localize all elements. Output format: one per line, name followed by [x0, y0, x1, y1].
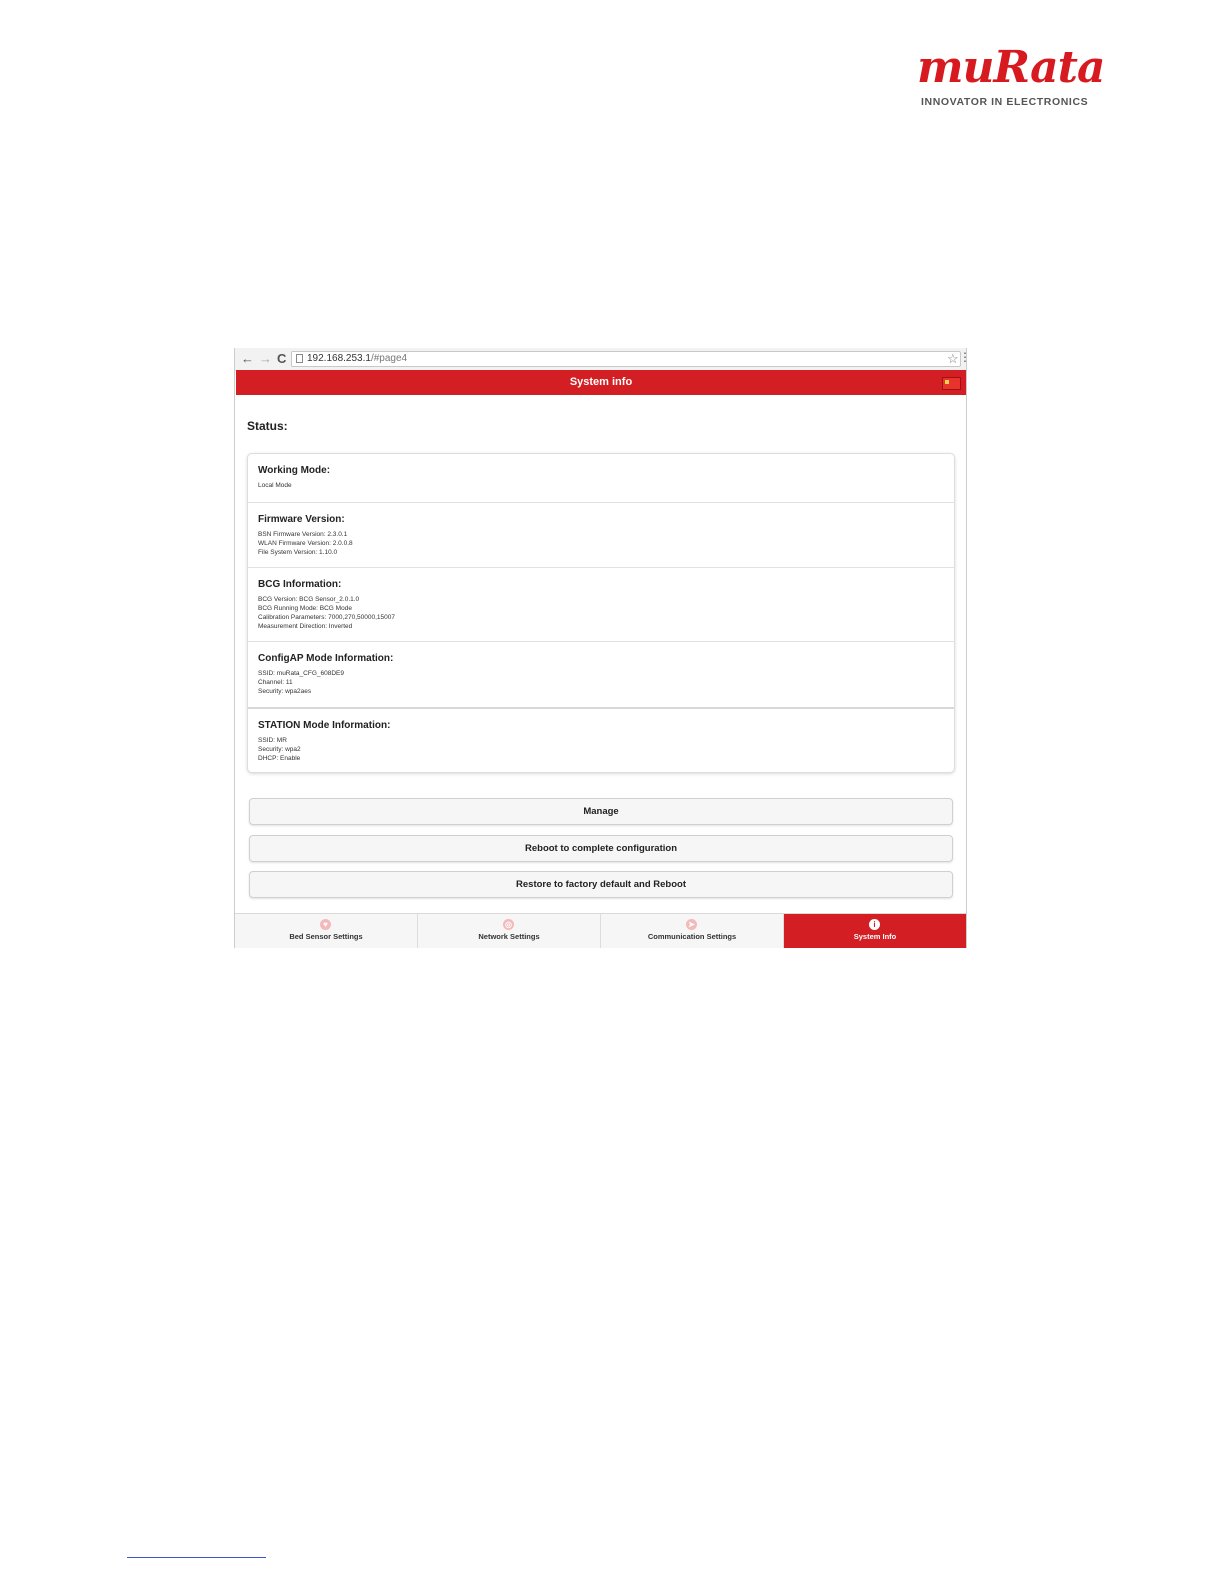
page-icon	[296, 354, 303, 363]
back-icon[interactable]: ←	[241, 351, 254, 366]
url-path: /#page4	[370, 353, 408, 364]
url-host: 192.168.253.1	[307, 353, 371, 364]
bookmark-star-icon[interactable]: ☆	[947, 351, 959, 366]
section-line: BCG Version: BCG Sensor_2.0.1.0	[258, 596, 360, 603]
footer-rule	[127, 1557, 266, 1558]
bottom-tab-bar	[235, 913, 966, 948]
section-line: Calibration Parameters: 7000,270,50000,15007	[258, 614, 395, 621]
heart-icon: ♥	[320, 919, 331, 930]
section-line: Measurement Direction: Inverted	[258, 623, 353, 630]
page-header	[236, 370, 966, 395]
logo-tagline: INNOVATOR IN ELECTRONICS	[921, 96, 1089, 108]
section-line: Security: wpa2	[258, 746, 301, 753]
section-heading: ConfigAP Mode Information:	[258, 653, 394, 664]
working-mode-section	[248, 454, 954, 502]
section-line: SSID: muRata_CFG_608DE9	[258, 670, 344, 677]
section-line: DHCP: Enable	[258, 755, 301, 762]
section-heading: Firmware Version:	[258, 514, 345, 525]
reload-icon[interactable]: C	[277, 351, 287, 366]
tab-system-info[interactable]	[784, 914, 966, 948]
tab-label: Communication Settings	[647, 932, 737, 941]
station-section	[248, 707, 954, 774]
section-line: Channel: 11	[258, 679, 293, 686]
target-icon: ◎	[503, 919, 514, 930]
tab-communication-settings[interactable]	[601, 914, 784, 948]
tab-bed-sensor-settings[interactable]	[235, 914, 418, 948]
info-icon: i	[869, 919, 880, 930]
tab-label: System Info	[853, 932, 897, 941]
logo-wordmark: muRata	[917, 42, 1105, 93]
status-title: Status:	[247, 419, 288, 433]
restore-factory-button[interactable]: Restore to factory default and Reboot	[249, 871, 953, 898]
flag-icon[interactable]	[942, 377, 961, 390]
reboot-button[interactable]: Reboot to complete configuration	[249, 835, 953, 862]
browser-toolbar	[235, 348, 971, 371]
section-heading: Working Mode:	[258, 465, 331, 476]
browser-window	[234, 348, 971, 948]
section-line: SSID: MR	[258, 737, 287, 744]
configap-section	[248, 641, 954, 707]
forward-icon[interactable]: →	[259, 351, 272, 366]
section-line: BSN Firmware Version: 2.3.0.1	[258, 531, 348, 538]
section-heading: BCG Information:	[258, 579, 342, 590]
section-line: Security: wpa2aes	[258, 688, 312, 695]
page-title: System info	[569, 376, 633, 388]
section-line: BCG Running Mode: BCG Mode	[258, 605, 352, 612]
section-line: Local Mode	[258, 482, 292, 489]
more-menu-icon[interactable]: ⋮	[959, 350, 971, 364]
tab-label: Bed Sensor Settings	[289, 932, 363, 941]
bcg-section	[248, 567, 954, 641]
manage-button[interactable]: Manage	[249, 798, 953, 825]
status-card	[247, 453, 955, 773]
address-bar[interactable]	[291, 351, 961, 367]
tab-network-settings[interactable]	[418, 914, 601, 948]
section-line: File System Version: 1.10.0	[258, 549, 338, 556]
section-heading: STATION Mode Information:	[258, 720, 391, 731]
murata-logo	[915, 42, 1105, 110]
section-line: WLAN Firmware Version: 2.0.0.8	[258, 540, 353, 547]
firmware-section	[248, 502, 954, 567]
tab-label: Network Settings	[478, 932, 540, 941]
send-icon: ➤	[686, 919, 697, 930]
